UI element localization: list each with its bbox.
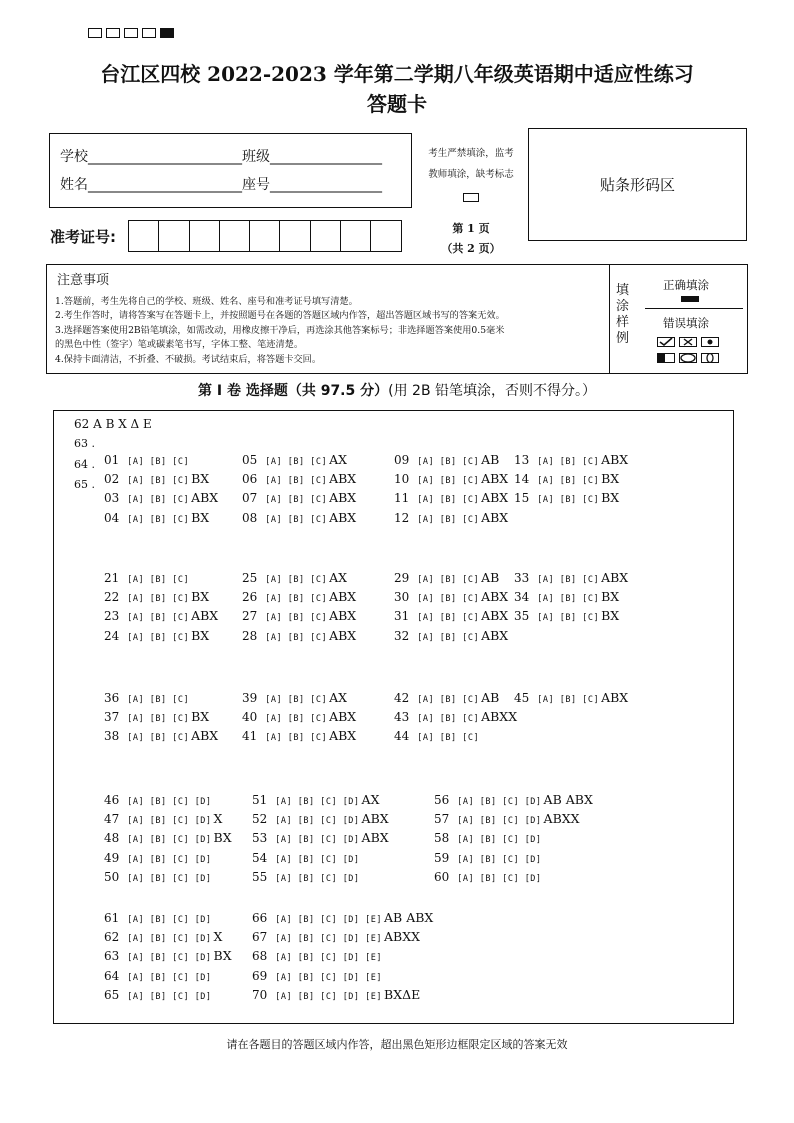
question-number: 63 <box>104 949 120 964</box>
wrong-fill-label: 错误填涂 <box>663 316 709 330</box>
answer-options[interactable]: [A] [B] [C] <box>417 714 480 725</box>
answer-options[interactable]: [A] [B] [C] <box>537 695 600 705</box>
check-mark-icon <box>657 337 675 347</box>
answer-options[interactable]: [A] [B] [C] <box>127 695 190 705</box>
answer-marks: ABX <box>601 690 629 705</box>
answer-marks: BX <box>191 509 210 525</box>
question-number: 44 <box>394 729 410 744</box>
question-item[interactable] <box>514 468 619 487</box>
answer-options[interactable]: [A] [B] [C] <box>127 613 190 624</box>
answer-options[interactable]: [A] [B] [C] [D] <box>127 953 212 964</box>
question-item[interactable] <box>514 687 628 706</box>
answer-options[interactable]: [A] [B] [C] <box>265 733 328 744</box>
section-note: (用 2B 铅笔填涂，否则不得分。） <box>388 383 596 399</box>
question-item[interactable] <box>394 625 508 644</box>
question-number: 40 <box>242 710 258 725</box>
question-item[interactable] <box>434 789 593 808</box>
question-number: 52 <box>252 812 268 827</box>
answer-marks: BX <box>191 471 210 487</box>
answer-marks: BXΔE <box>384 986 421 1002</box>
circle-mark-icon <box>679 353 697 363</box>
question-number: 38 <box>104 729 120 744</box>
answer-marks: ABXX <box>481 709 518 725</box>
answer-options[interactable]: [A] [B] [C] [D] <box>275 835 360 846</box>
question-number: 11 <box>394 491 410 506</box>
question-item[interactable] <box>514 449 628 468</box>
question-number: 23 <box>104 609 120 624</box>
dot-mark-icon <box>701 337 719 347</box>
notes-divider <box>609 265 610 373</box>
question-number: 25 <box>242 571 258 585</box>
question-item[interactable] <box>242 449 347 468</box>
question-item[interactable] <box>104 605 218 624</box>
question-number: 57 <box>434 812 450 827</box>
answer-options[interactable]: [A] [B] [C] <box>537 495 600 506</box>
section-title: 第 I 卷 选择题（共 97.5 分） <box>198 383 389 399</box>
answer-options[interactable]: [A] [B] [C] [D] <box>127 972 212 983</box>
question-number: 22 <box>104 590 120 605</box>
answer-options[interactable]: [A] [B] [C] [D] <box>457 835 542 846</box>
answer-marks: BX <box>601 608 620 624</box>
question-number: 02 <box>104 472 120 487</box>
answer-options[interactable]: [A] [B] [C] <box>537 575 600 585</box>
answer-marks: ABX <box>329 471 357 487</box>
answer-options[interactable]: [A] [B] [C] [D] <box>127 934 212 945</box>
name-blank[interactable]: ______________________ <box>88 177 242 193</box>
answer-options[interactable]: [A] [B] [C] [D] <box>457 816 542 827</box>
question-item[interactable] <box>242 567 347 586</box>
answer-marks: BX <box>213 830 232 846</box>
question-item[interactable] <box>104 847 214 866</box>
answer-marks: AB <box>481 452 500 467</box>
answer-options[interactable]: [A] [B] [C] [D] <box>275 816 360 827</box>
answer-options[interactable]: [A] [B] [C] [D] [E] <box>275 915 383 925</box>
question-number: 62 <box>104 930 120 945</box>
answer-options[interactable]: [A] [B] [C] <box>127 594 190 605</box>
question-number: 59 <box>434 850 450 865</box>
question-item[interactable] <box>104 687 191 706</box>
answer-options[interactable]: [A] [B] [C] [D] <box>457 797 542 807</box>
answer-marks: AX <box>329 570 348 585</box>
answer-options[interactable]: [A] [B] [C] <box>127 495 190 506</box>
question-item[interactable] <box>104 827 232 846</box>
answer-options[interactable]: [A] [B] [C] <box>537 476 600 487</box>
absent-mark-box[interactable] <box>463 193 479 202</box>
answer-top-options: 62 A B X Δ E <box>74 417 152 431</box>
question-item[interactable] <box>394 706 517 725</box>
question-item[interactable] <box>104 706 209 725</box>
answer-marks: ABXX <box>384 929 421 945</box>
answer-marks: AB <box>481 690 500 705</box>
class-blank[interactable]: ________________ <box>270 149 382 165</box>
cross-mark-icon <box>679 337 697 347</box>
footer-note: 请在各题目的答题区域内作答，超出黑色矩形边框限定区域的答案无效 <box>226 1038 568 1051</box>
question-item[interactable] <box>242 468 356 487</box>
answer-options[interactable]: [A] [B] [C] [D] <box>127 991 212 1002</box>
answer-marks: ABX <box>481 471 509 487</box>
exam-number-label: 准考证号: <box>50 228 116 246</box>
correct-fill-label: 正确填涂 <box>663 278 709 292</box>
question-number: 34 <box>514 590 530 605</box>
question-number: 05 <box>242 453 258 467</box>
question-item[interactable] <box>252 827 389 846</box>
answer-marks: AB ABX <box>384 910 434 925</box>
answer-options[interactable]: [A] [B] [C] <box>265 632 328 643</box>
question-item[interactable] <box>104 725 218 744</box>
answer-options[interactable]: [A] [B] [C] <box>127 457 190 467</box>
answer-marks: ABX <box>481 627 509 643</box>
note-item: 4.保持卡面清洁，不折叠、不破损。考试结束后，将答题卡交回。 <box>55 354 322 365</box>
question-number: 30 <box>394 590 410 605</box>
question-number: 65 <box>104 987 120 1002</box>
question-number: 49 <box>104 850 120 865</box>
question-number: 15 <box>514 491 530 506</box>
question-item[interactable] <box>394 725 481 744</box>
question-item[interactable] <box>434 827 544 846</box>
question-number: 45 <box>514 691 530 705</box>
question-item[interactable] <box>104 945 232 964</box>
answer-marks: BX <box>213 948 232 964</box>
wrong-fill-samples-row2 <box>657 353 719 363</box>
answer-options[interactable]: [A] [B] [C] <box>127 575 190 585</box>
answer-options[interactable]: [A] [B] [C] [D] <box>127 854 212 865</box>
question-number: 58 <box>434 831 450 846</box>
question-number: 55 <box>252 869 268 884</box>
question-item[interactable] <box>242 687 347 706</box>
answer-marks: ABX <box>329 509 357 525</box>
question-number: 08 <box>242 510 258 525</box>
answer-options[interactable]: [A] [B] [C] <box>417 613 480 624</box>
answer-marks: ABX <box>601 570 629 585</box>
answer-options[interactable]: [A] [B] [C] <box>537 613 600 624</box>
answer-options[interactable]: [A] [B] [C] <box>265 575 328 585</box>
exam-number-cells[interactable] <box>129 220 402 252</box>
question-number: 48 <box>104 831 120 846</box>
question-item[interactable] <box>242 605 356 624</box>
question-number: 66 <box>252 911 268 925</box>
answer-options[interactable]: [A] [B] [C] [D] <box>127 797 212 807</box>
answer-options[interactable]: [A] [B] [C] [D] <box>457 854 542 865</box>
answer-marks: AX <box>361 792 380 807</box>
question-number: 27 <box>242 609 258 624</box>
question-item[interactable] <box>252 965 384 984</box>
answer-marks: AB <box>481 570 500 585</box>
answer-options[interactable]: [A] [B] [C] [D] <box>127 873 212 884</box>
question-item[interactable] <box>104 468 209 487</box>
question-number: 35 <box>514 609 530 624</box>
answer-marks: AX <box>329 452 348 467</box>
question-number: 70 <box>252 987 268 1002</box>
answer-options[interactable]: [A] [B] [C] [D] [E] <box>275 934 383 945</box>
answer-area <box>53 410 734 1024</box>
answer-marks: ABX <box>481 490 509 506</box>
answer-options[interactable]: [A] [B] [C] <box>417 495 480 506</box>
question-item[interactable] <box>394 487 508 506</box>
answer-marks: X <box>213 929 223 945</box>
question-number: 54 <box>252 850 268 865</box>
answer-options[interactable]: [A] [B] [C] [D] <box>457 873 542 884</box>
answer-left-number: 63 . <box>74 437 95 450</box>
answer-options[interactable]: [A] [B] [C] <box>417 594 480 605</box>
answer-options[interactable]: [A] [B] [C] <box>537 594 600 605</box>
answer-marks: ABX <box>329 608 357 624</box>
question-item[interactable] <box>104 487 218 506</box>
answer-marks: ABX <box>191 608 219 624</box>
question-number: 26 <box>242 590 258 605</box>
answer-options[interactable]: [A] [B] [C] [D] <box>127 915 212 925</box>
answer-options[interactable]: [A] [B] [C] <box>127 714 190 725</box>
school-label: 学校 <box>60 149 88 165</box>
question-item[interactable] <box>394 687 499 706</box>
answer-marks: ABXX <box>543 811 580 827</box>
question-item[interactable] <box>104 789 214 808</box>
answer-options[interactable]: [A] [B] [C] <box>417 733 480 744</box>
answer-options[interactable]: [A] [B] [C] <box>127 632 190 643</box>
question-number: 53 <box>252 831 268 846</box>
answer-left-number: 65 . <box>74 478 95 491</box>
question-item[interactable] <box>104 808 222 827</box>
answer-options[interactable]: [A] [B] [C] <box>417 695 480 705</box>
question-item[interactable] <box>242 706 356 725</box>
question-item[interactable] <box>252 808 389 827</box>
answer-options[interactable]: [A] [B] [C] <box>127 733 190 744</box>
answer-options[interactable]: [A] [B] [C] [D] <box>127 835 212 846</box>
question-item[interactable] <box>104 625 209 644</box>
note-item: 的黑色中性（签字）笔或碳素笔书写，字体工整、笔迹清楚。 <box>55 339 304 350</box>
question-number: 61 <box>104 911 120 925</box>
question-item[interactable] <box>252 866 362 885</box>
answer-options[interactable]: [A] [B] [C] [D] [E] <box>275 972 383 983</box>
answer-options[interactable]: [A] [B] [C] <box>127 476 190 487</box>
question-number: 32 <box>394 628 410 643</box>
note-item: 2.考生作答时，请将答案写在答题卡上，并按照题号在各题的答题区域内作答，超出答题区域书写的答案无效。 <box>55 310 505 321</box>
answer-marks: ABX <box>601 452 629 467</box>
name-label: 姓名 <box>60 177 88 193</box>
question-item[interactable] <box>242 487 356 506</box>
student-info-box <box>49 133 412 208</box>
answer-options[interactable]: [A] [B] [C] <box>417 514 480 525</box>
question-item[interactable] <box>104 586 209 605</box>
answer-options[interactable]: [A] [B] [C] <box>127 514 190 525</box>
question-item[interactable] <box>434 808 580 827</box>
question-item[interactable] <box>242 725 356 744</box>
question-item[interactable] <box>394 605 508 624</box>
answer-options[interactable]: [A] [B] [C] <box>417 457 480 467</box>
question-number: 04 <box>104 510 120 525</box>
answer-options[interactable]: [A] [B] [C] [D] <box>275 797 360 807</box>
question-item[interactable] <box>514 586 619 605</box>
answer-marks: BX <box>191 627 210 643</box>
question-number: 41 <box>242 729 258 744</box>
answer-marks: ABX <box>361 830 389 846</box>
question-number: 28 <box>242 628 258 643</box>
question-number: 56 <box>434 793 450 807</box>
answer-options[interactable]: [A] [B] [C] <box>265 594 328 605</box>
question-item[interactable] <box>252 907 433 926</box>
barcode-label: 贴条形码区 <box>599 176 675 194</box>
question-item[interactable] <box>252 926 420 945</box>
answer-marks: ABX <box>329 589 357 605</box>
answer-options[interactable]: [A] [B] [C] <box>537 457 600 467</box>
answer-marks: BX <box>191 589 210 605</box>
question-number: 67 <box>252 930 268 945</box>
question-number: 03 <box>104 491 120 506</box>
answer-options[interactable]: [A] [B] [C] [D] <box>275 854 360 865</box>
half-fill-icon <box>657 353 675 363</box>
question-number: 21 <box>104 571 120 585</box>
question-number: 24 <box>104 628 120 643</box>
page-total: （共 2 页） <box>441 242 501 255</box>
answer-options[interactable]: [A] [B] [C] <box>265 476 328 487</box>
answer-options[interactable]: [A] [B] [C] <box>417 476 480 487</box>
answer-marks: BX <box>191 709 210 725</box>
question-number: 51 <box>252 793 268 807</box>
answer-marks: ABX <box>191 728 219 744</box>
answer-marks: BX <box>601 471 620 487</box>
answer-options[interactable]: [A] [B] [C] <box>417 632 480 643</box>
question-number: 60 <box>434 869 450 884</box>
question-number: 09 <box>394 453 410 467</box>
school-blank[interactable]: ______________________ <box>88 149 242 165</box>
question-item[interactable] <box>104 965 214 984</box>
question-item[interactable] <box>394 468 508 487</box>
answer-options[interactable]: [A] [B] [C] <box>265 695 328 705</box>
answer-marks: ABX <box>329 627 357 643</box>
answer-marks: BX <box>601 589 620 605</box>
answer-options[interactable]: [A] [B] [C] [D] <box>275 873 360 884</box>
question-item[interactable] <box>514 605 619 624</box>
notes-title: 注意事项 <box>57 273 110 288</box>
question-item[interactable] <box>514 567 628 586</box>
answer-marks: BX <box>601 490 620 506</box>
question-item[interactable] <box>104 449 191 468</box>
question-item[interactable] <box>252 789 379 808</box>
question-item[interactable] <box>434 866 544 885</box>
answer-left-number: 64 . <box>74 458 95 471</box>
question-item[interactable] <box>104 926 222 945</box>
answer-options[interactable]: [A] [B] [C] <box>265 495 328 506</box>
fill-sample-label: 填涂样例 <box>616 283 630 346</box>
question-item[interactable] <box>434 847 544 866</box>
answer-options[interactable]: [A] [B] [C] <box>265 457 328 467</box>
question-number: 64 <box>104 968 120 983</box>
question-number: 07 <box>242 491 258 506</box>
question-item[interactable] <box>252 945 384 964</box>
question-number: 33 <box>514 571 530 585</box>
seat-blank[interactable]: ________________ <box>270 177 382 193</box>
notes-box <box>46 264 748 374</box>
question-number: 06 <box>242 472 258 487</box>
barcode-area <box>528 128 747 241</box>
class-label: 班级 <box>242 149 270 165</box>
question-item[interactable] <box>104 907 214 926</box>
question-item[interactable] <box>252 984 420 1003</box>
question-number: 39 <box>242 691 258 705</box>
answer-marks: AX <box>329 690 348 705</box>
question-number: 50 <box>104 869 120 884</box>
question-number: 68 <box>252 949 268 964</box>
answer-options[interactable]: [A] [B] [C] [D] <box>127 816 212 827</box>
question-item[interactable] <box>394 567 499 586</box>
answer-options[interactable]: [A] [B] [C] <box>265 613 328 624</box>
wrong-fill-samples-row1 <box>657 337 719 347</box>
question-item[interactable] <box>394 507 508 526</box>
question-number: 10 <box>394 472 410 487</box>
question-number: 01 <box>104 453 120 467</box>
question-item[interactable] <box>104 507 209 526</box>
answer-marks: ABX <box>361 811 389 827</box>
question-number: 13 <box>514 453 530 467</box>
question-item[interactable] <box>514 487 619 506</box>
answer-marks: ABX <box>329 490 357 506</box>
answer-marks: ABX <box>481 509 509 525</box>
page-number: 第 1 页 <box>452 222 490 235</box>
question-number: 42 <box>394 691 410 705</box>
answer-marks: ABX <box>329 728 357 744</box>
answer-marks: ABX <box>481 589 509 605</box>
question-item[interactable] <box>242 586 356 605</box>
answer-options[interactable]: [A] [B] [C] [D] [E] <box>275 953 383 964</box>
question-item[interactable] <box>394 586 508 605</box>
question-number: 36 <box>104 691 120 705</box>
question-item[interactable] <box>242 625 356 644</box>
page-title: 台江区四校 2022-2023 学年第二学期八年级英语期中适应性练习 <box>100 62 694 86</box>
correct-fill-sample <box>681 296 699 302</box>
answer-marks: AB ABX <box>543 792 593 807</box>
note-item: 3.选择题答案使用2B铅笔填涂，如需改动，用橡皮擦干净后，再选涂其他答案标号；非选择题答案使用0.5毫米 <box>55 325 505 336</box>
seat-label: 座号 <box>242 177 270 193</box>
question-item[interactable] <box>252 847 362 866</box>
answer-marks: ABX <box>191 490 219 506</box>
section-header <box>0 380 794 400</box>
answer-options[interactable]: [A] [B] [C] <box>265 714 328 725</box>
answer-marks: ABX <box>481 608 509 624</box>
page-subtitle: 答题卡 <box>367 92 427 116</box>
proctor-notice-2: 教师填涂，缺考标志 <box>428 169 514 180</box>
question-number: 12 <box>394 510 410 525</box>
corner-marks <box>88 28 174 38</box>
question-number: 37 <box>104 710 120 725</box>
question-number: 46 <box>104 793 120 807</box>
question-item[interactable] <box>104 866 214 885</box>
question-item[interactable] <box>104 567 191 586</box>
note-item: 1.答题前，考生先将自己的学校、班级、姓名、座号和准考证号填写清楚。 <box>55 296 358 307</box>
fill-separator <box>645 308 743 309</box>
question-number: 14 <box>514 472 530 487</box>
question-item[interactable] <box>394 449 499 468</box>
question-number: 47 <box>104 812 120 827</box>
question-item[interactable] <box>242 507 356 526</box>
question-number: 43 <box>394 710 410 725</box>
question-number: 69 <box>252 968 268 983</box>
question-number: 29 <box>394 571 410 585</box>
answer-options[interactable]: [A] [B] [C] [D] [E] <box>275 991 383 1002</box>
answer-options[interactable]: [A] [B] [C] <box>265 514 328 525</box>
answer-marks: ABX <box>329 709 357 725</box>
question-number: 31 <box>394 609 410 624</box>
answer-marks: X <box>213 811 223 827</box>
question-item[interactable] <box>104 984 214 1003</box>
vertical-mark-icon <box>701 353 719 363</box>
proctor-notice-1: 考生严禁填涂，监考 <box>428 148 514 159</box>
answer-options[interactable]: [A] [B] [C] <box>417 575 480 585</box>
